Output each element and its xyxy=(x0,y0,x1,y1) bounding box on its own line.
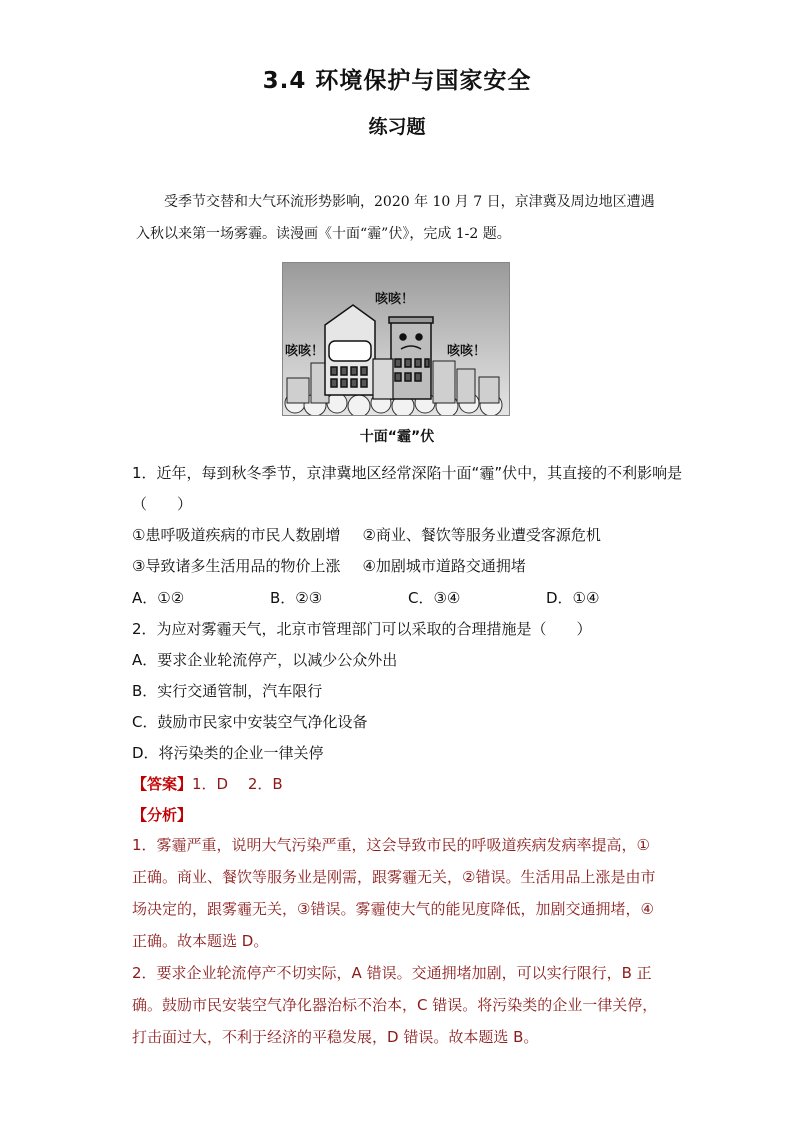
cartoon-drawing xyxy=(283,263,509,415)
q1-item-row1 xyxy=(132,524,601,545)
answer-row xyxy=(132,773,283,794)
analysis-label: 【分析】 xyxy=(132,806,193,824)
q2-option-a[interactable]: A．要求企业轮流停产，以减少公众外出 xyxy=(132,651,398,669)
q1-option-d[interactable]: D．①④ xyxy=(546,589,600,607)
cough-bubble-1: 咳咳！ xyxy=(375,292,415,307)
answer-text: 1．D 2．B xyxy=(192,775,283,793)
analysis-paragraph-2: 2．要求企业轮流停产不切实际，A 错误。交通拥堵加剧，可以实行限行，B 正确。鼓励市民安装空气净化器治标不治本，C 错误。将污染类的企业一律关停，打击面过大，不利于经济的平稳发展，D 错误。故本题选 B。 xyxy=(132,964,658,1046)
q1-stem-line1: 1．近年，每到秋冬季节，京津冀地区经常深陷十面“霾”伏中，其直接的不利影响是 xyxy=(132,464,683,482)
page-subtitle: 练习题 xyxy=(368,116,426,138)
q1-option-b[interactable]: B．②③ xyxy=(270,589,323,607)
q2-option-d[interactable]: D．将污染类的企业一律关停 xyxy=(132,744,324,762)
page-title: 3.4 环境保护与国家安全 xyxy=(262,68,532,94)
q2-stem: 2．为应对雾霾天气，北京市管理部门可以采取的合理措施是（ ） xyxy=(132,620,592,638)
q1-item-4: ④加剧城市道路交通拥堵 xyxy=(362,557,526,575)
q1-item-1: ①患呼吸道疾病的市民人数剧增 xyxy=(132,526,341,544)
answer-label: 【答案】 xyxy=(132,775,193,793)
analysis-paragraph-1: 1．雾霾严重，说明大气污染严重，这会导致市民的呼吸道疾病发病率提高，①正确。商业、餐饮等服务业是刚需，跟雾霾无关，②错误。生活用品上涨是由市场决定的，跟雾霾无关，③错误。雾霾使大气的能见度降低，加剧交通拥堵，④正确。故本题选 D。 xyxy=(132,836,656,950)
intro-paragraph: 受季节交替和大气环流形势影响，2020 年 10 月 7 日，京津冀及周边地区遭遇入秋以来第一场雾霾。读漫画《十面“霾”伏》，完成 1-2 题。 xyxy=(136,194,655,242)
q1-item-2: ②商业、餐饮等服务业遭受客源危机 xyxy=(362,526,601,544)
q1-item-3: ③导致诸多生活用品的物价上涨 xyxy=(132,557,341,575)
q1-option-a[interactable]: A．①② xyxy=(132,589,185,607)
smog-cartoon xyxy=(282,262,510,416)
q2-option-b[interactable]: B．实行交通管制，汽车限行 xyxy=(132,682,323,700)
q1-stem-line2: （ ） xyxy=(132,495,193,513)
cartoon-caption: 十面“霾”伏 xyxy=(359,429,435,445)
cough-bubble-3: 咳咳！ xyxy=(447,344,487,359)
q2-option-c[interactable]: C．鼓励市民家中安装空气净化设备 xyxy=(132,713,368,731)
q1-item-row2 xyxy=(132,555,526,576)
cough-bubble-2: 咳咳！ xyxy=(285,344,325,359)
q1-option-c[interactable]: C．③④ xyxy=(408,589,461,607)
